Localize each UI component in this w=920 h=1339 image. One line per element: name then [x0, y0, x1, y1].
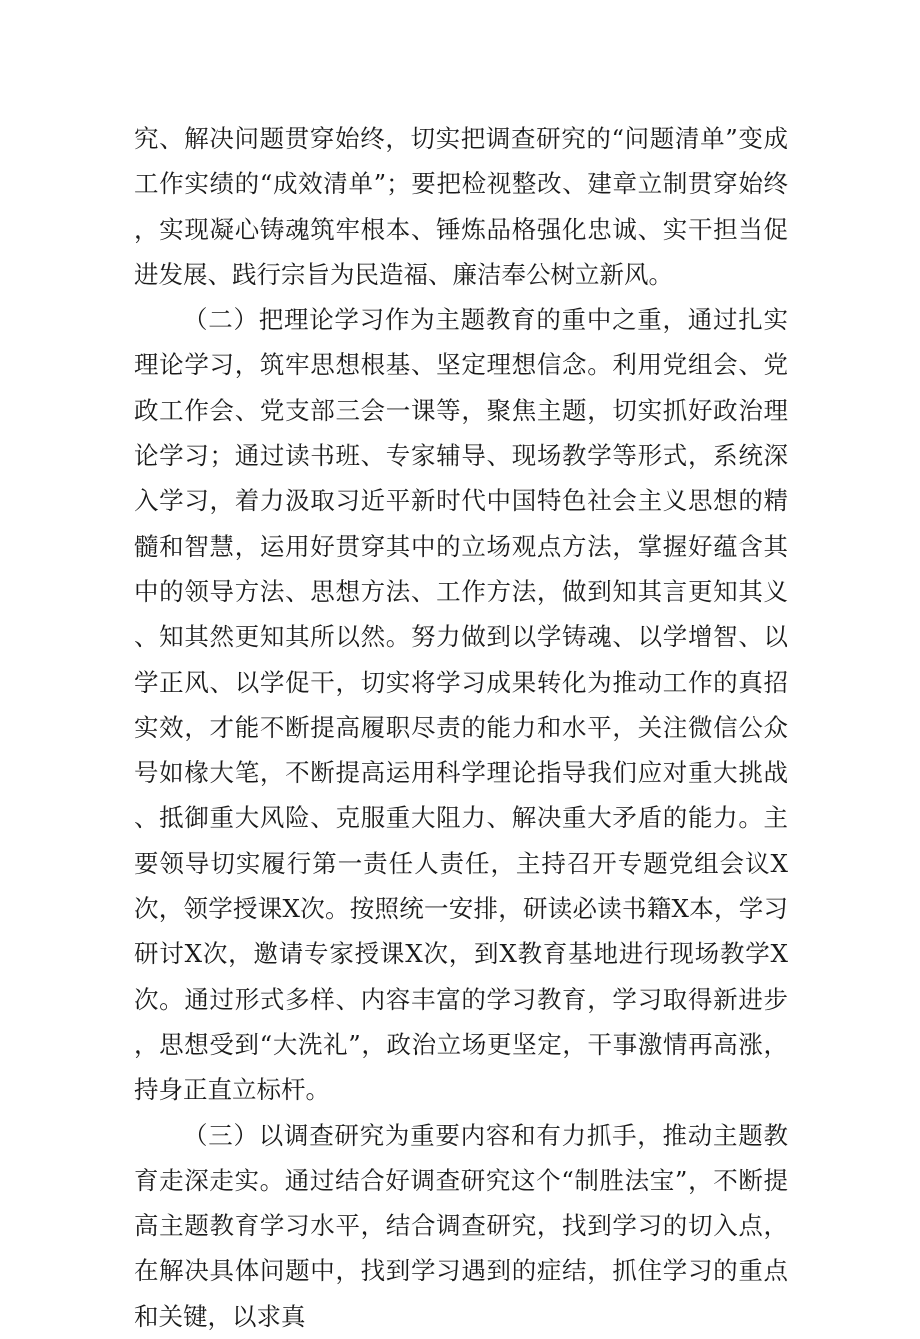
document-body: [134, 116, 788, 1339]
paragraph-section-two: （二）把理论学习作为主题教育的重中之重，通过扎实理论学习，筑牢思想根基、坚定理想信念。利用党组会、党政工作会、党支部三会一课等，聚焦主题，切实抓好政治理论学习；通过读书班、专家辅导、现场教学等形式，系统深入学习，着力汲取习近平新时代中国特色社会主义思想的精髓和智慧，运用好贯穿其中的立场观点方法，掌握好蕴含其中的领导方法、思想方法、工作方法，做到知其言更知其义、知其然更知其所以然。努力做到以学铸魂、以学增智、以学正风、以学促干，切实将学习成果转化为推动工作的真招实效，才能不断提高履职尽责的能力和水平，关注微信公众号如椽大笔，不断提高运用科学理论指导我们应对重大挑战、抵御重大风险、克服重大阻力、解决重大矛盾的能力。主要领导切实履行第一责任人责任，主持召开专题党组会议X次，领学授课X次。按照统一安排，研读必读书籍X本，学习研讨X次，邀请专家授课X次，到X教育基地进行现场教学X次。通过形式多样、内容丰富的学习教育，学习取得新进步，思想受到“大洗礼”，政治立场更坚定，干事激情再高涨，持身正直立标杆。: [134, 305, 788, 1105]
paragraph-continued: 究、解决问题贯穿始终，切实把调查研究的“问题清单”变成工作实绩的“成效清单”；要把检视整改、建章立制贯穿始终，实现凝心铸魂筑牢根本、锤炼品格强化忠诚、实干担当促进发展、践行宗旨为民造福、廉洁奉公树立新风。: [134, 124, 788, 289]
paragraph-section-three: （三）以调查研究为重要内容和有力抓手，推动主题教育走深走实。通过结合好调查研究这个“制胜法宝”，不断提高主题教育学习水平，结合调查研究，找到学习的切入点，在解决具体问题中，找到学习遇到的症结，抓住学习的重点和关键，以求真: [134, 1120, 788, 1331]
